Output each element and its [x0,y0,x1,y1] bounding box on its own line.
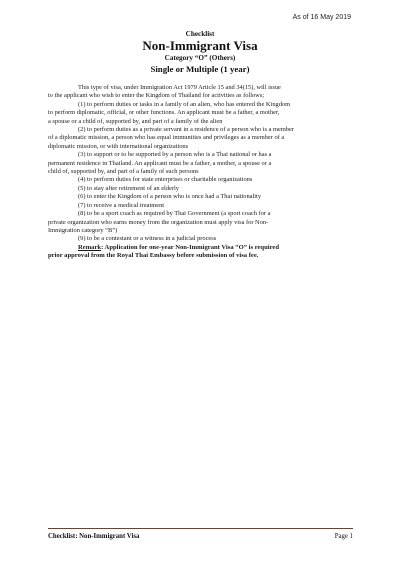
remark-line-1 [48,244,363,252]
item-1: (1) to perform duties or tasks in a family of an alien, who has entered the Kingdom [78,100,291,108]
intro-line-2: to the applicant who wish to enter the Kingdom of Thailand for activities as follows; [48,92,265,100]
visa-category: Category “O” (Others) [164,54,236,62]
item-1-cont: to perform diplomatic, official, or other functions. An applicant must be a father, a mother, [48,109,280,117]
item-7: (7) to receive a medical treatment [78,201,165,209]
item-2-cont: of a diplomatic mission, a person who has equal immunities and privileges as a member of a [48,134,285,142]
item-1-cont: a spouse or a child of, supported by, and part of a family of the alien [48,117,223,125]
item-3-cont: child of, supported by, and part of a family of such persons [48,168,199,176]
date-stamp: As of 16 May 2019 [292,14,351,21]
footer-divider [48,528,353,529]
item-2: (2) to perform duties as a private servant in a residence of a person who is a member [78,126,294,134]
item-9: (9) to be a contestant or a witness in a judicial process [78,235,217,243]
item-3: (3) to support or to be supported by a person who is a Thai national or has a [78,151,272,159]
item-8-cont: private organization who earns money from the organization must apply visa for Non- [48,218,269,226]
item-4: (4) to perform duties for state enterprises or charitable organizations [78,176,253,184]
item-6: (6) to enter the Kingdom of a person who is once had a Thai nationality [78,193,262,201]
remark-label: Remark [78,243,102,251]
item-8-cont: Immigration category “B”) [48,226,118,234]
document-title: Non-Immigrant Visa [142,38,258,53]
footer-title: Checklist: Non-Immigrant Visa [48,533,140,540]
item-3-cont: permanent residence in Thailand. An applicant must be a father, a mother, a spouse or a [48,159,272,167]
item-2-cont: diplomatic mission, or with international organizations [48,142,189,150]
intro-line-1: This type of visa, under Immigration Act 1979 Article 15 and 34(15), will issue [78,84,281,91]
remark-line-2: prior approval from the Royal Thai Embassy before submission of visa fee. [48,252,259,260]
document-header [0,29,400,75]
page-number: Page 1 [334,533,353,540]
entry-type: Single or Multiple (1 year) [150,64,250,74]
item-5: (5) to stay after retirement of an elderly [78,184,179,192]
item-8: (8) to be a sport coach as required by Thai Government (a sport coach for a [78,210,271,218]
checklist-label: Checklist [185,30,215,38]
document-body [48,84,363,261]
remark-text: : Application for one-year Non-Immigrant Visa “O” is required [101,243,279,251]
